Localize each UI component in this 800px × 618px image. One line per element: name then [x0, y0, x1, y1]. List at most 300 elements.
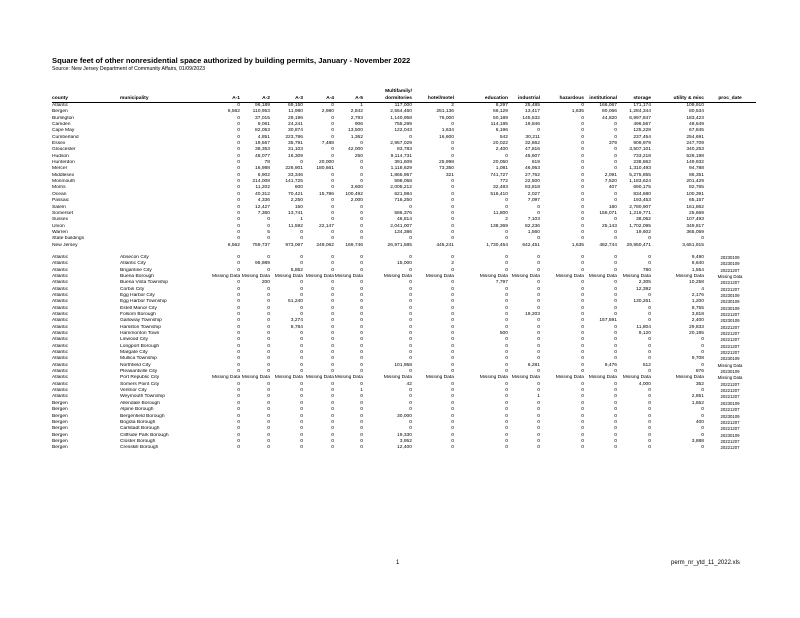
cell-utility-misc: 0 [701, 432, 704, 438]
cell-dormitories: 2,957,029 [390, 141, 412, 147]
cell-a5: 0 [360, 432, 363, 438]
cell-hotel-motel: 0 [451, 236, 454, 242]
cell-hotel-motel: 321 [445, 172, 454, 178]
cell-storage: 1,219,771 [629, 210, 651, 216]
cell-a5: 0 [360, 305, 363, 311]
cell-storage: 834,680 [633, 191, 651, 197]
cell-hazardous: 0 [581, 261, 584, 267]
header-industrial: industrial [508, 95, 540, 103]
cell-hazardous: 0 [581, 388, 584, 394]
cell-hazardous: 0 [581, 280, 584, 286]
cell-municipality: Buena Vista Township [120, 280, 168, 286]
cell-county: Atlantic [52, 261, 69, 267]
cell-education: 772 [499, 179, 508, 185]
cell-hazardous: 0 [581, 299, 584, 305]
cell-a2: 0 [267, 350, 270, 356]
cell-dormitories: 2,554,460 [390, 109, 412, 115]
header-a4: A-4 [303, 95, 334, 103]
cell-storage: 0 [648, 426, 651, 432]
cell-a4: 0 [331, 286, 334, 292]
cell-a3: 0 [300, 419, 303, 425]
cell-institutional: 0 [614, 134, 617, 140]
cell-institutional: 407 [608, 185, 617, 191]
cell-utility-misc: 9,490 [691, 254, 704, 260]
cell-dormitories: 0 [409, 400, 412, 406]
cell-a2: 82,053 [255, 128, 270, 134]
cell-institutional: 0 [614, 153, 617, 159]
cell-education: 2,400 [495, 147, 508, 153]
cell-county: Bergen [52, 413, 68, 419]
cell-a1: 0 [237, 369, 240, 375]
cell-utility-misc: 340,253 [686, 147, 704, 153]
cell-a2: 16,988 [255, 166, 270, 172]
cell-county: Atlantic [52, 305, 69, 311]
cell-county: Hunterdon [52, 160, 75, 166]
cell-a4: 0 [331, 134, 334, 140]
cell-a1: 0 [237, 261, 240, 267]
cell-a4: 22,147 [319, 223, 334, 229]
cell-a3: 33,346 [288, 172, 303, 178]
cell-a4: 0 [331, 343, 334, 349]
cell-industrial: 25,485 [525, 103, 540, 108]
cell-a1: 0 [237, 236, 240, 242]
cell-education: 0 [505, 337, 508, 343]
cell-a3: 0 [300, 445, 303, 451]
cell-a4: 15,786 [319, 191, 334, 197]
cell-dormitories: 0 [409, 394, 412, 400]
cell-hotel-motel: 2 [451, 103, 454, 108]
cell-county: Monmouth [52, 179, 76, 185]
cell-institutional: 0 [614, 217, 617, 223]
cell-dormitories: 26,971,585 [387, 242, 412, 248]
cell-hazardous: 0 [581, 331, 584, 337]
cell-a3: 0 [300, 407, 303, 413]
cell-county: Middlesex [52, 172, 75, 178]
cell-utility-misc: 149,932 [686, 160, 704, 166]
cell-a1: 0 [237, 426, 240, 432]
cell-storage: 496,567 [633, 122, 651, 128]
cell-a3: 3,274 [290, 318, 303, 324]
cell-county: Warren [52, 229, 68, 235]
header-hazardous: hazardous [540, 95, 584, 103]
cell-industrial: 0 [537, 337, 540, 343]
cell-county: New Jersey [52, 242, 78, 248]
cell-education: 32,483 [493, 185, 508, 191]
cell-hazardous: 0 [581, 324, 584, 330]
cell-a3: 0 [300, 229, 303, 235]
header-top-hazardous [540, 88, 584, 95]
cell-hazardous: 0 [581, 356, 584, 362]
cell-hazardous: 0 [581, 134, 584, 140]
header-proc-date: proc_date [704, 95, 756, 103]
cell-storage: 0 [648, 388, 651, 394]
cell-storage: 0 [648, 419, 651, 425]
cell-a3: 35,791 [288, 141, 303, 147]
cell-a1: 0 [237, 267, 240, 273]
cell-a3: 141,725 [285, 179, 303, 185]
cell-industrial: 0 [537, 407, 540, 413]
cell-a1: 0 [237, 141, 240, 147]
cell-proc-date: 20230109 [720, 254, 740, 260]
cell-utility-misc: 0 [701, 426, 704, 432]
cell-a5: 0 [360, 280, 363, 286]
page-number: 1 [396, 560, 400, 566]
cell-dormitories: 0 [409, 267, 412, 273]
cell-a4: 0 [331, 115, 334, 121]
cell-county: Atlantic [52, 350, 69, 356]
cell-utility-misc: 528,198 [686, 153, 704, 159]
cell-education: 0 [505, 362, 508, 368]
cell-dormitories: 0 [409, 324, 412, 330]
cell-a2: 0 [267, 438, 270, 444]
cell-storage: 3,507,101 [629, 147, 651, 153]
cell-hotel-motel: 0 [451, 331, 454, 337]
cell-municipality: Egg Harbor City [120, 292, 155, 298]
cell-a5: 0 [360, 324, 363, 330]
cell-dormitories: 0 [409, 426, 412, 432]
cell-a2: 0 [267, 217, 270, 223]
cell-proc-date: 20221207 [720, 426, 740, 432]
cell-industrial: 0 [537, 254, 540, 260]
cell-a5: 2,842 [350, 109, 363, 115]
cell-dormitories: 122,043 [394, 128, 412, 134]
cell-a3: 0 [300, 356, 303, 362]
cell-a1: 0 [237, 166, 240, 172]
cell-a2: 0 [267, 292, 270, 298]
cell-a4: 0 [331, 299, 334, 305]
cell-a3: 973,067 [285, 242, 303, 248]
cell-a2: 0 [267, 318, 270, 324]
cell-industrial: 30,211 [525, 134, 540, 140]
cell-hotel-motel: 0 [451, 217, 454, 223]
cell-hazardous: 0 [581, 267, 584, 273]
cell-municipality: Alpine Borough [120, 407, 154, 413]
cell-a3: Missing Data [274, 273, 303, 279]
cell-utility-misc: 0 [701, 445, 704, 451]
cell-a4: 0 [331, 312, 334, 317]
cell-industrial: 0 [537, 381, 540, 387]
cell-municipality: Pleasantville City [120, 369, 158, 375]
cell-county: Atlantic [52, 375, 69, 381]
cell-education: 0 [505, 153, 508, 159]
cell-a2: 0 [267, 394, 270, 400]
cell-a1: 6,562 [227, 109, 240, 115]
cell-county: Bergen [52, 426, 68, 432]
cell-a4: 0 [331, 407, 334, 413]
cell-storage: 19,602 [636, 229, 651, 235]
cell-education: 2 [505, 217, 508, 223]
cell-county: Atlantic [52, 394, 69, 400]
cell-a1: 0 [237, 280, 240, 286]
cell-a2: 19,567 [255, 141, 270, 147]
cell-a1: 0 [237, 324, 240, 330]
cell-a2: 110,953 [252, 109, 270, 115]
cell-hotel-motel: 0 [451, 337, 454, 343]
cell-a5: 0 [360, 394, 363, 400]
cell-industrial: Missing Data [511, 375, 540, 381]
cell-storage: 690,175 [633, 185, 651, 191]
cell-hotel-motel: 0 [451, 122, 454, 128]
cell-education: 0 [505, 254, 508, 260]
cell-storage: 0 [648, 432, 651, 438]
cell-a5: 169,746 [345, 242, 363, 248]
cell-industrial: 0 [537, 280, 540, 286]
cell-a3: 0 [300, 432, 303, 438]
cell-industrial: 0 [537, 128, 540, 134]
cell-industrial: 0 [537, 413, 540, 419]
cell-municipality: Bogota Borough [120, 419, 156, 425]
cell-hotel-motel: 0 [451, 324, 454, 330]
cell-storage: 1,284,344 [629, 109, 651, 115]
header-top-storage [617, 88, 651, 95]
cell-a5: 0 [360, 343, 363, 349]
cell-utility-misc: 3,888 [691, 438, 704, 444]
cell-industrial: 83,818 [525, 185, 540, 191]
cell-utility-misc: 2,176 [691, 292, 704, 298]
cell-storage: 512 [642, 362, 651, 368]
cell-dormitories: 0 [409, 419, 412, 425]
cell-storage: 1,310,493 [629, 166, 651, 172]
cell-storage: 0 [648, 394, 651, 400]
cell-county: Atlantic [52, 362, 69, 368]
cell-dormitories: 12,400 [397, 445, 412, 451]
cell-industrial: 1 [537, 394, 540, 400]
cell-institutional: 0 [614, 166, 617, 172]
cell-a5: 0 [360, 141, 363, 147]
cell-county: Bergen [52, 400, 68, 406]
cell-hazardous: 0 [581, 305, 584, 311]
cell-dormitories: 0 [409, 204, 412, 210]
cell-dormitories: 0 [409, 350, 412, 356]
cell-a3: 5,852 [290, 267, 303, 273]
cell-a1: 0 [237, 407, 240, 413]
cell-a2: 0 [267, 369, 270, 375]
cell-a1: 0 [237, 312, 240, 317]
cell-county: Burlington [52, 115, 75, 121]
cell-proc-date: 20221207 [720, 394, 740, 400]
cell-a2: 5 [267, 229, 270, 235]
cell-storage: 0 [648, 305, 651, 311]
cell-utility-misc: 254,691 [686, 134, 704, 140]
cell-a5: 0 [360, 179, 363, 185]
cell-dormitories: 1,140,958 [390, 115, 412, 121]
cell-education: 741,727 [490, 172, 508, 178]
cell-a1: Missing Data [212, 375, 240, 381]
cell-institutional: 44,820 [602, 115, 617, 121]
cell-storage: 4,000 [638, 381, 651, 387]
cell-a1: 0 [237, 210, 240, 216]
cell-a1: 0 [237, 331, 240, 337]
cell-hotel-motel: Missing Data [425, 375, 454, 381]
cell-utility-misc: 67,845 [689, 128, 704, 134]
cell-county: Atlantic [52, 103, 69, 108]
cell-utility-misc: 161,862 [686, 204, 704, 210]
cell-storage: 6,997,847 [629, 115, 651, 121]
cell-hazardous: 0 [581, 438, 584, 444]
cell-a1: 6,562 [227, 242, 240, 248]
cell-a3: 24,241 [288, 122, 303, 128]
cell-a1: 0 [237, 153, 240, 159]
cell-hazardous: 0 [581, 210, 584, 216]
cell-institutional: 0 [614, 160, 617, 166]
cell-education: Missing Data [479, 273, 508, 279]
cell-hazardous: 0 [581, 223, 584, 229]
cell-dormitories: 46,814 [397, 217, 412, 223]
cell-a1: 0 [237, 292, 240, 298]
cell-hotel-motel: 0 [451, 369, 454, 375]
cell-storage: 12,392 [636, 286, 651, 292]
cell-a4: 0 [331, 438, 334, 444]
cell-a2: 0 [267, 419, 270, 425]
header-top-a2 [240, 88, 270, 95]
cell-a3: 0 [300, 388, 303, 394]
cell-a4: 0 [331, 185, 334, 191]
cell-industrial: 0 [537, 210, 540, 216]
header-education: education [454, 95, 508, 103]
cell-a5: 0 [360, 331, 363, 337]
cell-utility-misc: 86,351 [689, 172, 704, 178]
cell-a3: 0 [300, 369, 303, 375]
cell-a5: 0 [360, 166, 363, 172]
cell-education: 138,369 [490, 223, 508, 229]
cell-a5: 0 [360, 172, 363, 178]
cell-a4: 2,980 [321, 109, 334, 115]
cell-a5: 0 [360, 419, 363, 425]
cell-education: 8,297 [495, 103, 508, 108]
cell-proc-date: 20221207 [720, 337, 740, 343]
cell-a4: Missing Data [305, 273, 334, 279]
cell-hotel-motel: 0 [451, 394, 454, 400]
cell-institutional: 80,066 [602, 109, 617, 115]
cell-hotel-motel: 0 [451, 343, 454, 349]
cell-proc-date: 20221207 [720, 438, 740, 444]
cell-institutional: 0 [614, 400, 617, 406]
cell-education: 0 [505, 413, 508, 419]
cell-industrial: 19,846 [525, 122, 540, 128]
cell-proc-date: 20221207 [720, 407, 740, 413]
cell-education: 0 [505, 267, 508, 273]
header-top-hotel-motel [412, 88, 454, 95]
cell-a2: 0 [267, 267, 270, 273]
cell-education: 0 [505, 400, 508, 406]
cell-a1: 0 [237, 179, 240, 185]
cell-a3: 226,901 [285, 166, 303, 172]
cell-a5: 0 [360, 229, 363, 235]
cell-institutional: 0 [614, 394, 617, 400]
cell-a2: Missing Data [241, 375, 270, 381]
cell-institutional: 8,476 [604, 362, 617, 368]
cell-education: 0 [505, 445, 508, 451]
cell-storage: 2,780,907 [629, 204, 651, 210]
cell-a4: 0 [331, 445, 334, 451]
cell-county: Atlantic [52, 254, 69, 260]
cell-utility-misc: 8,755 [691, 305, 704, 311]
cell-county: Atlantic [52, 267, 69, 273]
cell-a3: 0 [300, 292, 303, 298]
header-top-education [454, 88, 508, 95]
cell-a1: 0 [237, 172, 240, 178]
cell-utility-misc: 65,157 [689, 198, 704, 204]
cell-industrial: 145,532 [522, 115, 540, 121]
cell-municipality: Longport Borough [120, 343, 160, 349]
cell-institutional: 0 [614, 337, 617, 343]
cell-dormitories: 0 [409, 343, 412, 349]
cell-a1: 0 [237, 356, 240, 362]
cell-industrial: 642,451 [522, 242, 540, 248]
cell-hazardous: 0 [581, 128, 584, 134]
cell-a2: 40,312 [255, 191, 270, 197]
cell-hotel-motel: 0 [451, 305, 454, 311]
cell-education: 0 [505, 236, 508, 242]
cell-industrial: 82,236 [525, 223, 540, 229]
cell-dormitories: 0 [409, 388, 412, 394]
cell-a1: 0 [237, 134, 240, 140]
cell-storage: 38,052 [636, 217, 651, 223]
cell-a4: 0 [331, 419, 334, 425]
cell-utility-misc: 0 [701, 343, 704, 349]
cell-hotel-motel: 0 [451, 318, 454, 324]
cell-institutional: 0 [614, 261, 617, 267]
cell-storage: 0 [648, 318, 651, 324]
cell-hotel-motel: 251,136 [436, 109, 454, 115]
cell-dormitories: 0 [409, 337, 412, 343]
cell-industrial: 0 [537, 438, 540, 444]
cell-a1: 0 [237, 204, 240, 210]
cell-a3: 13,741 [288, 210, 303, 216]
cell-education: 0 [505, 432, 508, 438]
cell-a3: 8,784 [290, 324, 303, 330]
cell-storage: 0 [648, 438, 651, 444]
cell-dormitories: 621,984 [394, 191, 412, 197]
cell-a4: 0 [331, 426, 334, 432]
cell-a4: 0 [331, 179, 334, 185]
cell-proc-date: 20230109 [720, 413, 740, 419]
cell-storage: 0 [648, 356, 651, 362]
cell-a2: 37,015 [255, 115, 270, 121]
cell-a5: 42,000 [348, 147, 363, 153]
cell-utility-misc: 4 [701, 286, 704, 292]
cell-dormitories: Missing Data [383, 273, 412, 279]
cell-a5: 0 [360, 318, 363, 324]
cell-a2: 759,737 [252, 242, 270, 248]
cell-a3: 30,874 [288, 128, 303, 134]
cell-education: 0 [505, 198, 508, 204]
cell-a4: 180,661 [316, 166, 334, 172]
cell-a3: 1 [300, 217, 303, 223]
cell-a2: 0 [267, 331, 270, 337]
cell-hazardous: 0 [581, 318, 584, 324]
cell-a1: 0 [237, 337, 240, 343]
cell-hazardous: 0 [581, 204, 584, 210]
cell-hotel-motel: 0 [451, 292, 454, 298]
cell-storage: 2,305 [638, 280, 651, 286]
cell-utility-misc: 1,200 [691, 299, 704, 305]
cell-dormitories: 42 [406, 381, 412, 387]
cell-dormitories: 101,958 [394, 362, 412, 368]
cell-a2: 0 [267, 445, 270, 451]
cell-county: Atlantic [52, 337, 69, 343]
cell-storage: 125,228 [633, 128, 651, 134]
cell-a5: 250 [354, 153, 363, 159]
cell-storage: 237,454 [633, 134, 651, 140]
cell-a4: 0 [331, 229, 334, 235]
cell-municipality: Folsom Borough [120, 312, 156, 317]
cell-a4: 0 [331, 147, 334, 153]
cell-education: 0 [505, 292, 508, 298]
cell-a4: 0 [331, 362, 334, 368]
cell-utility-misc: 0 [701, 350, 704, 356]
cell-a3: 0 [300, 254, 303, 260]
